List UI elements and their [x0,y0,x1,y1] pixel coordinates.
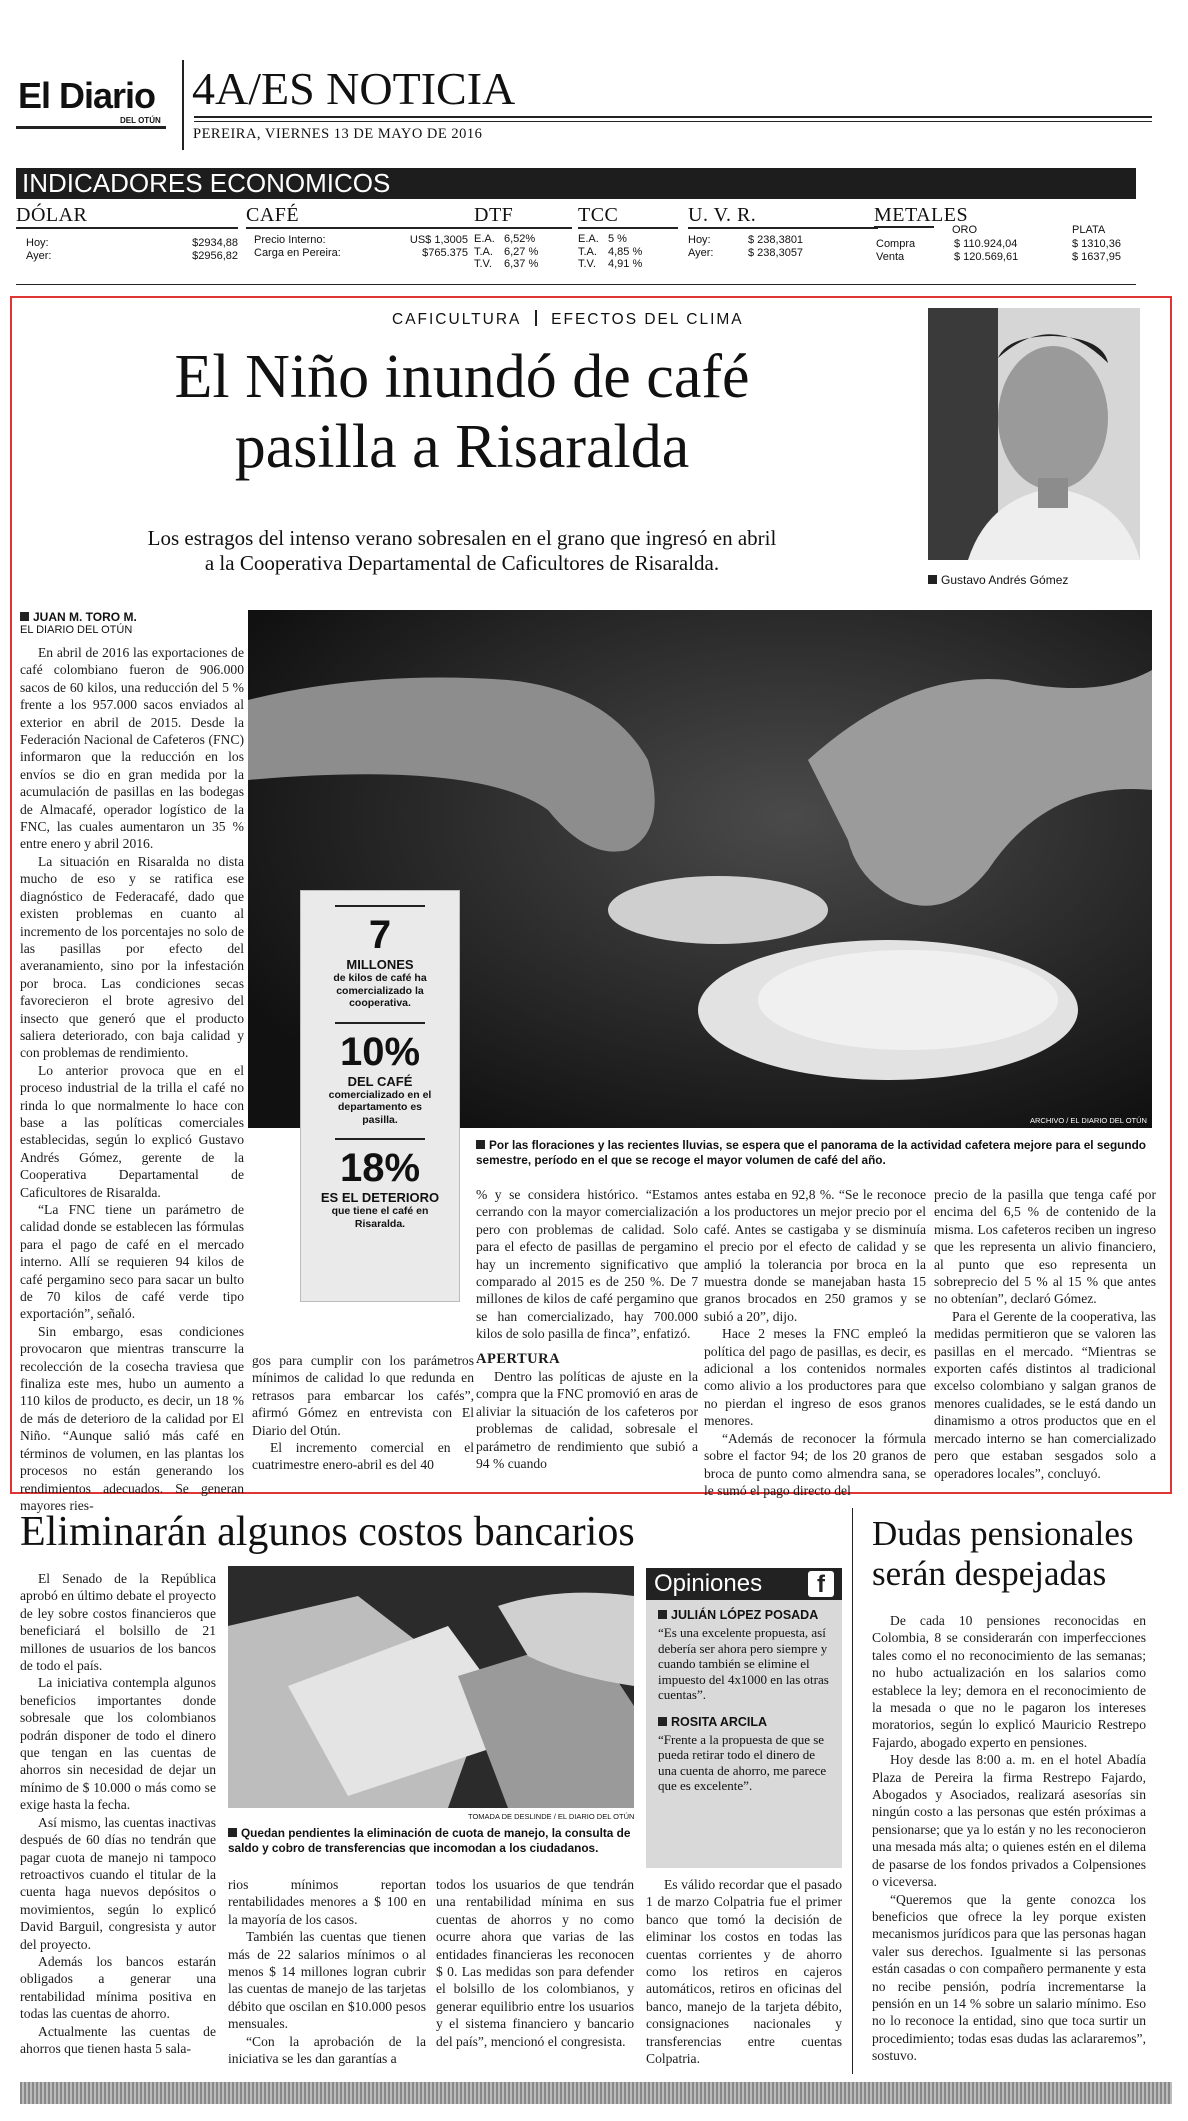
dateline: PEREIRA, VIERNES 13 DE MAYO DE 2016 [193,126,483,142]
bank-column-1: El Senado de la República aprobó en último debate el proyecto de ley sobre costos financieros que beneficiará el bolsillo de 21 millones de usuarios de los bancos de todo el país. La iniciativa contempla algunos beneficios importantes donde sobresale que los colombianos podrán disponer de todo el dinero que tengan en las cuentas de ahorros sin necesidad de dejar un mínimo de $ 10.000 o más como se exige hasta la fecha. Así mismo, las cuentas inactivas después de 60 días no tendrán que pagar cuota de manejo ni tampoco retroactivos cuando el titular de la cuenta haga nuevos depósitos o movimientos, según lo explicó David Barguil, congresista y autor del proyecto. Además los bancos estarán obligados a generar una rentabilidad mínima positiva en todas las cuentas de ahorro. Actualmente las cuentas de ahorros que tienen hasta 5 sala- [20,1571,216,2056]
stat-number: 10% [339,1029,421,1074]
bank-column-3: todos los usuarios de que tendrán una rentabilidad mínima en sus cuentas de ahorros y no como ocurre ahora que varias de las entidades financieras les reconocen $ 0. Las medidas son para defender el bolsillo de los colombianos, y generar equilibrio entre los usuarios y el sistema financiero y bancario del país”, mencionó el congresista. [436,1877,634,2049]
indicators-title: INDICADORES ECONOMICOS [16,168,1136,199]
economic-indicators [16,168,1136,288]
stat-number: 18% [339,1146,421,1190]
bank-photo-caption: Quedan pendientes la eliminación de cuota de manejo, la consulta de saldo y cobro de transferencias que incomodan a los ciudadanos. [228,1826,631,1855]
opinions-title: Opiniones f [646,1568,842,1600]
indicator-head: TCC [578,204,678,229]
story-column-2: gos para cumplir con los parámetros mínimos de calidad lo que redunda en retrasos para embarcar los cafés”, afirmó Gómez en entrevista con El Diario del Otún. El incremento comercial en el cuatrimestre enero-abril es del 40 [252,1353,474,1473]
indicator-head: DTF [468,204,572,229]
opinions-box [646,1568,842,1868]
story-kicker: CAFICULTURA EFECTOS DEL CLIMA [392,311,744,328]
indicator-head: DÓLAR [16,204,238,229]
story-headline: El Niño inundó de café pasilla a Risaralda [174,343,750,481]
opinion-author: JULIÁN LÓPEZ POSADA [658,1608,830,1623]
pension-body: De cada 10 pensiones reconocidas en Colombia, 8 se considerarán con imperfecciones tales como el no reconocimiento de las semanas; no hubo actualización en los salarios como establece la ley; demora en el reconocimiento de la mesada o que no le pagaron los intereses moratorios, según lo explicó Mauricio Restrepo Fajardo, abogado experto en pensiones. Hoy desde las 8:00 a. m. en el hotel Abadía Plaza de Pereira la firma Restrepo Fajardo, Abogados y Asociados, realizará asesorías sin ningún costo a las personas que estén próximas a pensionarse; que ya lo están y no les reconocieron una mesada más alta; o quienes estén en el dilema de pasarse de los fondos privados a Colpensiones o viceversa. “Queremos que la gente conozca los beneficios que ofrece la ley porque existen mecanismos jurídicos para que las personas hagan valer sus derechos. Igualmente si las personas están casadas o con compañero permanente y esta no recibe pensión, podría incrementarse la pensión en un 14 % sobre un salario mínimo. Eso no lo reconoce la entidad, sino que toca surtir un procedimiento; todas esas dudas las aclararemos”, sostuvo. [872,1613,1146,2064]
story-column-4: antes estaba en 92,8 %. “Se le reconoce a los productores un mejor precio por el café. Antes se castigaba y se disminuía el precio por el efecto de calidad y se amplió la tolerancia por broca en la muestra donde se manejaban hasta 15 granos brocados en 250 gramos y se subió a 20”, dijo. Hace 2 meses la FNC empleó la política del pago de pasillas, es decir, es adicional a los contenidos normales como alivio a los productores para que no pierdan el ingreso de esos granos menores. “Además de reconocer la fórmula sobre el factor 94; de los 20 granos de broca de punto como almendra sana, se le sumó el pago directo del [704,1187,926,1498]
story-deck: Los estragos del intenso verano sobresalen en el grano que ingresó en abril a la Cooperativa Departamental de Caficultores de Risaralda. [147,526,777,575]
indicator-metales: METALES ORO PLATA Compra $ 110.924,04 $ 1310,36 Venta $ 120.569,61 $ 1637,95 [874,204,1136,227]
newspaper-logo: El Diario [18,75,156,116]
story-column-3: % y se considera histórico. “Estamos cerrando con la mayor comercialización pero con problemas de calidad. Solo para el efecto de pasillas de pergamino hay un incremento significativo que comparado al 2015 es de 250 %. De 7 millones de kilos de café pergamino que se han comercializado, hay 700.000 kilos de solo pasilla de finca”, enfatizó. APERTURA Dentro las políticas de ajuste en la compra que la FNC promovió en aras de aliviar la situación de los cafeteros por problemas de calidad, sobresale el parámetro de rendimiento que subió a 94 % cuando [476,1187,698,1472]
main-story [10,296,1172,1513]
portrait-caption: Gustavo Andrés Gómez [928,573,1068,587]
indicator-head: METALES [874,204,969,226]
bank-photo-credit: TOMADA DE DESLINDE / EL DIARIO DEL OTÚN [468,1812,635,1821]
bank-column-4: Es válido recordar que el pasado 1 de marzo Colpatria fue el primer banco que tomó la decisión de eliminar los costos en todas las cuentas corrientes y de ahorro como los retiros en cajeros automáticos, retiros en oficinas del banco, manejo de la tarjeta débito, consignaciones nacionales y transferencias entre cuentas Colpatria. [646,1877,842,2067]
story-byline: JUAN M. TORO M. EL DIARIO DEL OTÚN [20,610,137,636]
indicator-tcc: TCC E.A. 5 % T.A. 4,85 % T.V. 4,91 % [578,204,678,271]
opinion-quote: “Es una excelente propuesta, así debería ser ahora pero siempre y cuando también se elimine el impuesto del 4x1000 en las otras cuentas”. [658,1625,829,1702]
pension-headline: Dudas pensionales serán despejadas [872,1514,1134,1593]
money-photo [228,1566,634,1808]
opinion-quote: “Frente a la propuesta de que se pueda retirar todo el dinero de una cuenta de ahorro, me parece que es excelente”. [658,1731,827,1793]
indicator-head: U. V. R. [688,204,878,229]
newspaper-logo-sub: DEL OTÚN [120,116,161,125]
portrait-photo [928,308,1140,560]
photo-caption: Por las floraciones y las recientes lluvias, se espera que el panorama de la actividad cafetera mejore para el segundo semestre, período en el que se recoge el mayor volumen de café del año. [476,1138,1146,1167]
section-title: 4A/ES NOTICIA [192,63,516,114]
indicator-head: CAFÉ [246,204,468,229]
indicator-uvr: U. V. R. Hoy: $ 238,3801 Ayer: $ 238,3057 [688,204,878,259]
footer-band [20,2082,1172,2104]
photo-credit: ARCHIVO / EL DIARIO DEL OTÚN [1030,1116,1147,1125]
stats-box: 7 MILLONES de kilos de café ha comercializado la cooperativa. 10% DEL CAFÉ comercializado en el departamento es pasilla. 18% ES EL DETERIORO que tiene el café en Risaralda. [300,890,460,1302]
story-column-5: precio de la pasilla que tenga café por encima del 6,5 % de contenido de la misma. Los cafeteros reciben un ingreso que les representa un alivio financiero, al punto que eso representa un sobreprecio del 5 % al 15 % que antes no obtenían”, declaró Gómez. Para el Gerente de la cooperativa, las medidas permitieron que se valoren las pasillas en el mercado. “Mientras se exporten cafés distintos al tradicional excelso colombiano y salgan granos de menores cualidades, se le está dando un dinamismo a otros productos que en el mercado interno se han comercializado pero que estaban sesgados solo a operadores locales”, concluyó. [934,1187,1156,1481]
indicator-cafe: CAFÉ Precio Interno: US$ 1,3005 Carga en Pereira: $765.375 [246,204,468,259]
stat-number: 7 [368,913,392,957]
bank-headline: Eliminarán algunos costos bancarios [20,1509,635,1555]
indicator-dtf: DTF E.A. 6,52% T.A. 6,27 % T.V. 6,37 % [468,204,572,271]
facebook-icon: f [808,1571,834,1597]
opinion-author: ROSITA ARCILA [658,1715,830,1730]
masthead [16,50,1136,150]
story-column-1: En abril de 2016 las exportaciones de café colombiano fueron de 906.000 sacos de 60 kilos, una reducción del 5 % frente a los 957.000 sacos enviados al exterior en abril de 2015. Desde la Federación Nacional de Cafeteros (FNC) informaron que la reducción en los envíos se dio en gran medida por la acumulación de pasillas en las bodegas de Almacafé, operador logístico de la FNC, las cuales aumentaron un 35 % entre enero y abril 2016. La situación en Risaralda no dista mucho de eso y se ratifica ese diagnóstico de Federacafé, dado que existen problemas en cuanto al incremento de los porcentajes no solo de las pasillas por efecto del averanamiento, sino por la infestación por broca. Las condiciones secas favorecieron el brote agresivo del insecto que generó que el producto saliera deteriorado, con baja calidad y con problemas de rendimiento. Lo anterior provoca que en el proceso industrial de la trilla el café no rinda lo que normalmente lo hace con base a las políticas comerciales establecidas, según lo explicó Gustavo Andrés Gómez, gerente de la Cooperativa Departamental de Caficultores de Risaralda. “La FNC tiene un parámetro de calidad donde se establecen las fórmulas para el pago de café en el mercado interno. Allí se requieren 94 kilos de café pergamino seco para sacar un bulto de 70 kilos de café verde tipo exportación”, señaló. Sin embargo, esas condiciones provocaron que mientras transcurre la recolección de la cosecha traviesa que finaliza este mes, hubo un aumento a 110 kilos de producto, es decir, un 18 % de más de deterioro de la calidad por El Niño. “Aunque salió más café en términos de volumen, en las plantas los procesos no están generando los rendimientos adecuados. Se generan mayores ries- [20,645,244,1513]
subhead: APERTURA [476,1350,561,1367]
bank-column-2: rios mínimos reportan rentabilidades menores a $ 100 en la mayoría de los casos. También las cuentas que tienen más de 22 salarios mínimos o al menos $ 14 millones logran cubrir las cuentas de manejo de las tarjetas débito que oscilan en $10.000 pesos mensuales. “Con la aprobación de la iniciativa se les dan garantías a [228,1877,426,2067]
indicator-dolar: DÓLAR Hoy: $2934,88 Ayer: $2956,82 [16,204,238,262]
